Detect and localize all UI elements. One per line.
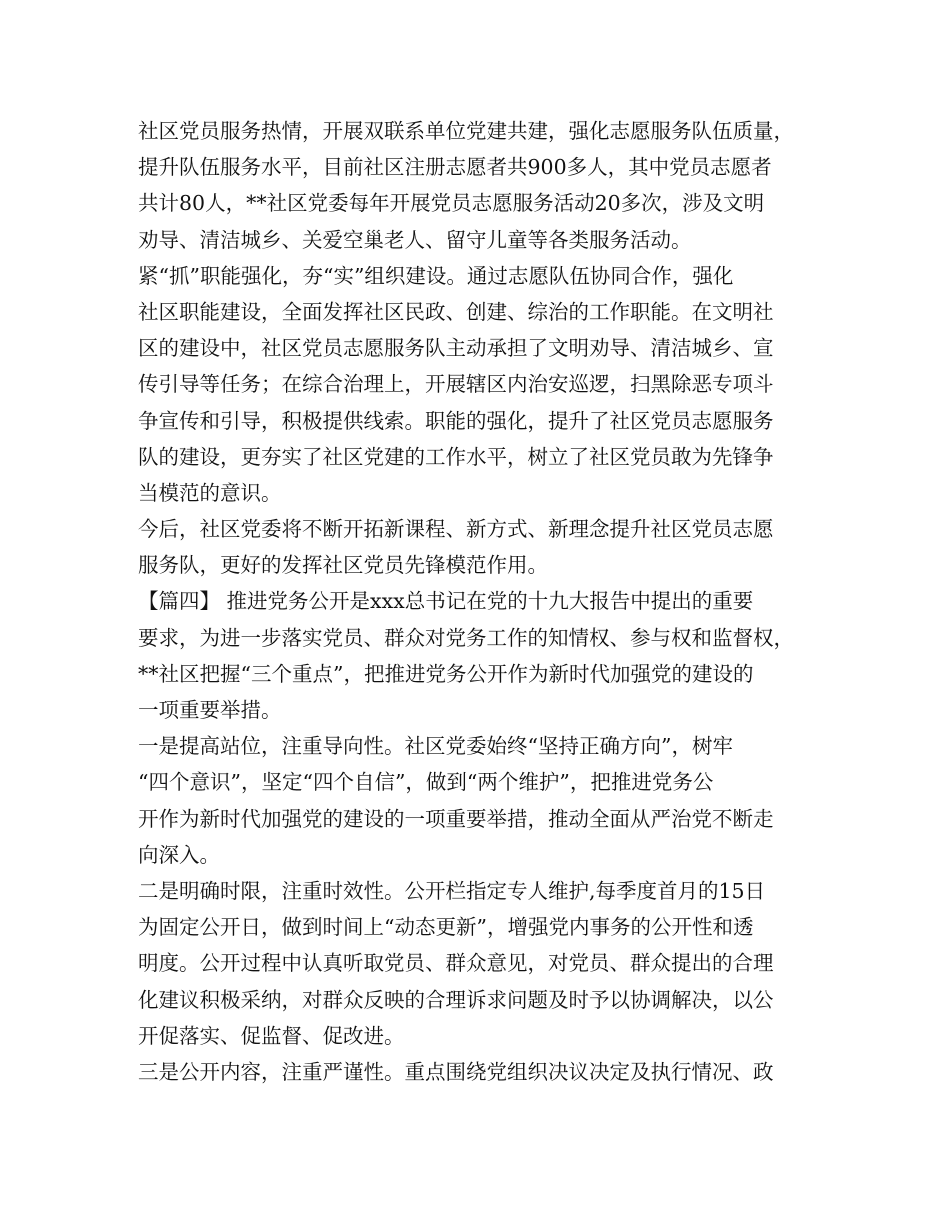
text-line: 传引导等任务；在综合治理上，开展辖区内治安巡逻，扫黑除恶专项斗 (138, 372, 774, 397)
text-line: 共计80人，**社区党委每年开展党员志愿服务活动20多次，涉及文明 (138, 191, 765, 216)
text-line: **社区把握“三个重点”，把推进党务公开作为新时代加强党的建设的 (138, 661, 754, 686)
text-line: 劝导、清洁城乡、关爱空巢老人、留守儿童等各类服务活动。 (138, 227, 692, 252)
body-text (138, 113, 828, 1090)
text-line: 为固定公开日，做到时间上“动态更新”，增强党内事务的公开性和透 (138, 915, 754, 940)
text-line: 提升队伍服务水平，目前社区注册志愿者共900多人，其中党员志愿者 (138, 155, 772, 180)
text-line: 当模范的意识。 (138, 480, 282, 505)
text-line: 【篇四】 推进党务公开是xxx总书记在党的十九大报告中提出的重要 (138, 589, 754, 614)
text-line: 要求，为进一步落实党员、群众对党务工作的知情权、参与权和监督权， (138, 625, 794, 650)
text-line: 社区职能建设，全面发挥社区民政、创建、综治的工作职能。在文明社 (138, 299, 774, 324)
text-line: 向深入。 (138, 842, 220, 867)
text-line: 争宣传和引导，积极提供线索。职能的强化，提升了社区党员志愿服务 (138, 408, 774, 433)
text-line: 一项重要举措。 (138, 698, 282, 722)
text-line: 社区党员服务热情，开展双联系单位党建共建，强化志愿服务队伍质量， (138, 119, 794, 143)
text-line: 服务队，更好的发挥社区党员先锋模范作用。 (138, 553, 548, 578)
text-line: 开作为新时代加强党的建设的一项重要举措，推动全面从严治党不断走 (138, 806, 774, 831)
text-line: 今后，社区党委将不断开拓新课程、新方式、新理念提升社区党员志愿 (138, 517, 774, 542)
text-line: 队的建设，更夯实了社区党建的工作水平，树立了社区党员敢为先锋争 (138, 444, 774, 469)
text-line: 明度。公开过程中认真听取党员、群众意见，对党员、群众提出的合理 (138, 951, 774, 976)
text-line: 紧“抓”职能强化，夯“实”组织建设。通过志愿队伍协同合作，强化 (138, 263, 734, 288)
text-line: 化建议积极采纳，对群众反映的合理诉求问题及时予以协调解决，以公 (138, 987, 774, 1012)
text-line: 三是公开内容，注重严谨性。重点围绕党组织决议决定及执行情况、政 (138, 1059, 774, 1084)
text-line: 区的建设中，社区党员志愿服务队主动承担了文明劝导、清洁城乡、宣 (138, 336, 774, 361)
text-line: 二是明确时限，注重时效性。公开栏指定专人维护,每季度首月的15日 (138, 878, 766, 903)
text-line: 开促落实、促监督、促改进。 (138, 1023, 405, 1048)
text-line: 一是提高站位，注重导向性。社区党委始终“坚持正确方向”，树牢 (138, 734, 733, 759)
text-line: “四个意识”，坚定“四个自信”，做到“两个维护”，把推进党务公 (138, 770, 714, 795)
